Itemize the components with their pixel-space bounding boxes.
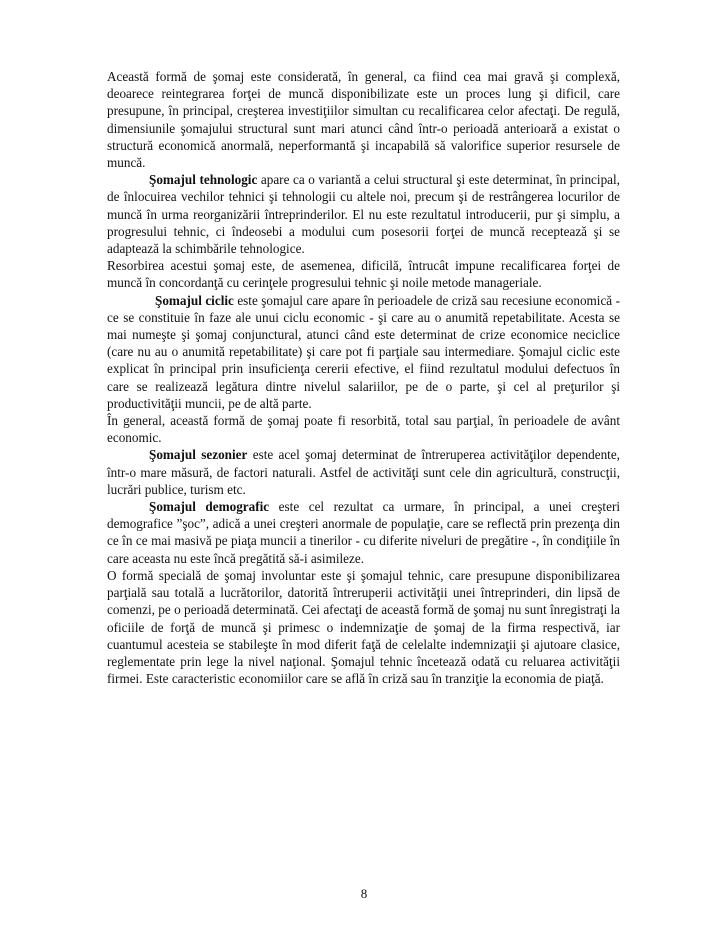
- paragraph-technological-unemployment: [107, 171, 620, 257]
- page-number: 8: [360, 886, 368, 901]
- paragraph-text: Această formă de şomaj este considerată, în general, ca fiind cea mai gravă şi complexă, deoarece reintegrarea forţei de muncă disponibilizate este un proces lung şi dificil, care presupune, în principal, creşterea investiţiilor simultan cu recalificarea celor afectaţi. De regulă, dimensiunile şomajului structural sunt mari atunci când într-o perioadă anterioară a existat o structură economică anormală, neperformantă şi incapabilă să valorifice superior resursele de muncă.: [107, 69, 620, 171]
- paragraph-text: Resorbirea acestui şomaj este, de asemenea, dificilă, întrucât impune recalificarea forţei de muncă în concordanţă cu cerinţele progresului tehnic şi noile metode manageriale.: [107, 258, 620, 291]
- paragraph-text: este acel şomaj determinat de întreruperea activităţilor dependente, într-o mare măsură, de factori naturali. Astfel de activităţi sunt cele din agricultură, construcţii, lucrări publice, turism etc.: [107, 447, 620, 497]
- term-heading: Şomajul sezonier: [149, 447, 248, 463]
- paragraph-text: În general, această formă de şomaj poate fi resorbită, total sau parţial, în perioadele de avânt economic.: [107, 413, 620, 446]
- paragraph-resorption: [107, 257, 620, 291]
- paragraph-seasonal-unemployment: [107, 446, 620, 498]
- paragraph-structural-unemployment: [107, 68, 620, 171]
- paragraph-cyclic-unemployment: [107, 292, 620, 412]
- term-heading: Şomajul ciclic: [155, 292, 234, 308]
- paragraph-technical-unemployment: [107, 567, 620, 687]
- paragraph-demographic-unemployment: [107, 498, 620, 567]
- paragraph-text: este cel rezultat ca urmare, în principal, a unei creşteri demografice ”şoc”, adică a unei creşteri anormale de populaţie, care se reflectă prin prezenţa din ce în ce mai masivă pe piaţa muncii a tinerilor - cu diferite niveluri de pregătire -, în condiţiile în care aceasta nu este încă pregătită să-i asimileze.: [107, 499, 620, 566]
- paragraph-cyclic-resorption: [107, 412, 620, 446]
- document-body: [107, 68, 620, 687]
- paragraph-text: apare ca o variantă a celui structural şi este determinat, în principal, de înlocuirea vechilor tehnici şi tehnologii cu altele noi, precum şi de restrângerea locurilor de muncă în urma reorganizării întreprinderilor. El nu este rezultatul introducerii, pur şi simplu, a progresului tehnic, ci îndeosebi a modului cum posesorii forţei de muncă recepteazǎ şi se adaptează la schimbările tehnologice.: [107, 172, 620, 257]
- paragraph-text: O formă specială de şomaj involuntar este şi şomajul tehnic, care presupune disponibilizarea parţială sau totală a lucrătorilor, datorită întreruperii activităţii unei întreprinderi, din lipsă de comenzi, pe o perioadă determinată. Cei afectaţi de această formă de şomaj nu sunt înregistraţi la oficiile de forţă de muncă şi primesc o indemnizaţie de şomaj de la firma respectivă, iar cuantumul acesteia se stabileşte în mod diferit faţă de celelalte indemnizaţii şi ajutoare clasice, reglementate prin lege la nivel naţional. Şomajul tehnic încetează odată cu reluarea activităţii firmei. Este caracteristic economiilor care se află în criză sau în tranziţie la economia de piaţă.: [107, 567, 620, 687]
- term-heading: Şomajul demografic: [149, 499, 270, 515]
- term-heading: Şomajul tehnologic: [149, 172, 258, 188]
- paragraph-text: este şomajul care apare în perioadele de criză sau recesiune economică - ce se constituie în faze ale unui ciclu economic - şi care au o anumită repetabilitate. Acesta se mai numeşte şi şomaj conjunctural, atunci când este determinat de crize economice neciclice (care nu au o anumită repetabilitate) şi care pot fi parţiale sau intermediare. Şomajul ciclic este explicat în principal prin insuficienţa cererii efective, el fiind rezultatul modului defectuos în care se realizează legătura dintre nivelul salariilor, pe de o parte, şi cel al preţurilor şi productivităţii muncii, pe de altă parte.: [107, 292, 620, 411]
